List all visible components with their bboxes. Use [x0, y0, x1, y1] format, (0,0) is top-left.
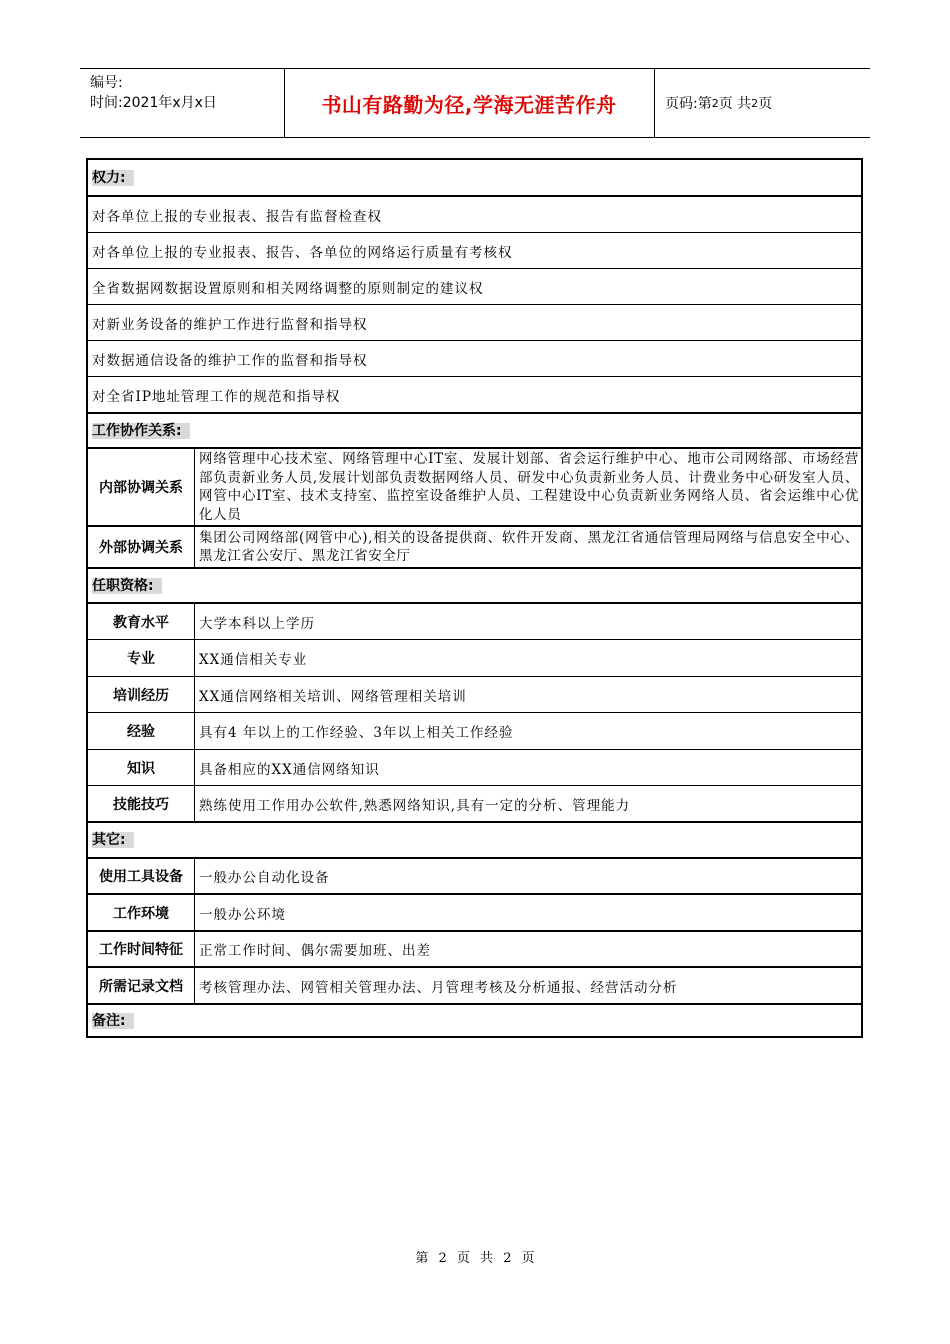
qualification-row [88, 713, 861, 750]
qualification-label: 专业 [88, 640, 195, 676]
header-motto: 书山有路勤为径,学海无涯苦作舟 [284, 69, 655, 137]
qualification-row [88, 604, 861, 640]
qualification-row [88, 750, 861, 786]
other-label: 使用工具设备 [88, 859, 195, 893]
authority-item: 对全省IP地址管理工作的规范和指导权 [88, 377, 861, 414]
section-other [88, 823, 861, 859]
qualification-value: 大学本科以上学历 [199, 615, 315, 632]
internal-coordination-value: 网络管理中心技术室、网络管理中心IT室、发展计划部、省会运行维护中心、地市公司网络部、市场经营部负责新业务人员,发展计划部负责数据网络人员、研发中心负责新业务人员、计费业务中心研发室人员、网管中心IT室、技术支持室、监控室设备维护人员、工程建设中心负责新业务网络人员、省会运维中心优化人员 [199, 451, 859, 523]
number-label: 编号: [90, 75, 123, 91]
qualification-row [88, 786, 861, 823]
qualification-label: 教育水平 [88, 604, 195, 639]
other-label: 工作环境 [88, 895, 195, 930]
other-row [88, 932, 861, 968]
qualification-row [88, 640, 861, 677]
page-header [80, 68, 870, 138]
section-cooperation [88, 414, 861, 449]
other-value: 一般办公环境 [199, 906, 286, 923]
qualification-value: 具备相应的XX通信网络知识 [199, 761, 380, 778]
time-label: 时间:2021年x月x日 [90, 95, 217, 111]
other-value: 一般办公自动化设备 [199, 870, 330, 886]
authority-item: 对数据通信设备的维护工作的监督和指导权 [88, 341, 861, 377]
external-coordination-label: 外部协调关系 [88, 527, 195, 567]
section-title-remarks: 备注: [92, 1013, 134, 1029]
other-row [88, 968, 861, 1005]
other-value: 考核管理办法、网管相关管理办法、月管理考核及分析通报、经营活动分析 [199, 979, 678, 996]
other-value: 正常工作时间、偶尔需要加班、出差 [199, 943, 431, 959]
section-title-cooperation: 工作协作关系: [92, 423, 190, 439]
page-footer: 第 2 页 共 2 页 [415, 1251, 535, 1266]
page-current: 2 [711, 96, 719, 110]
section-title-other: 其它: [92, 832, 134, 848]
section-remarks [88, 1005, 861, 1036]
job-description-table [86, 158, 863, 1038]
authority-item: 对各单位上报的专业报表、报告、各单位的网络运行质量有考核权 [88, 233, 861, 269]
section-title-authority: 权力: [92, 170, 134, 186]
authority-item: 对新业务设备的维护工作进行监督和指导权 [88, 305, 861, 341]
qualification-label: 经验 [88, 713, 195, 749]
header-page-number [655, 69, 870, 137]
qualification-value: 熟练使用工作用办公软件,熟悉网络知识,具有一定的分析、管理能力 [199, 797, 631, 814]
page-prefix: 页码:第 [665, 96, 712, 112]
other-label: 所需记录文档 [88, 968, 195, 1003]
internal-coordination-row [88, 449, 861, 527]
qualification-row [88, 677, 861, 713]
section-authority [88, 160, 861, 197]
qualification-label: 培训经历 [88, 677, 195, 712]
authority-item: 全省数据网数据设置原则和相关网络调整的原则制定的建议权 [88, 269, 861, 305]
internal-coordination-label: 内部协调关系 [88, 449, 195, 525]
section-qualifications [88, 569, 861, 604]
section-title-qualifications: 任职资格: [92, 578, 162, 594]
external-coordination-value: 集团公司网络部(网管中心),相关的设备提供商、软件开发商、黑龙江省通信管理局网络与信息安全中心、黑龙江省公安厅、黑龙江省安全厅 [199, 529, 859, 564]
authority-item: 对各单位上报的专业报表、报告有监督检查权 [88, 197, 861, 233]
page-total: 2 [751, 96, 759, 110]
other-row [88, 859, 861, 895]
qualification-value: XX通信网络相关培训、网络管理相关培训 [199, 688, 467, 705]
other-row [88, 895, 861, 932]
qualification-value: 具有4 年以上的工作经验、3年以上相关工作经验 [199, 725, 514, 741]
qualification-label: 技能技巧 [88, 786, 195, 821]
header-meta [80, 69, 285, 137]
qualification-value: XX通信相关专业 [199, 652, 308, 668]
external-coordination-row [88, 527, 861, 569]
page-suffix: 页 [758, 96, 773, 112]
qualification-label: 知识 [88, 750, 195, 785]
page-mid: 页 共 [718, 96, 752, 112]
other-label: 工作时间特征 [88, 932, 195, 966]
